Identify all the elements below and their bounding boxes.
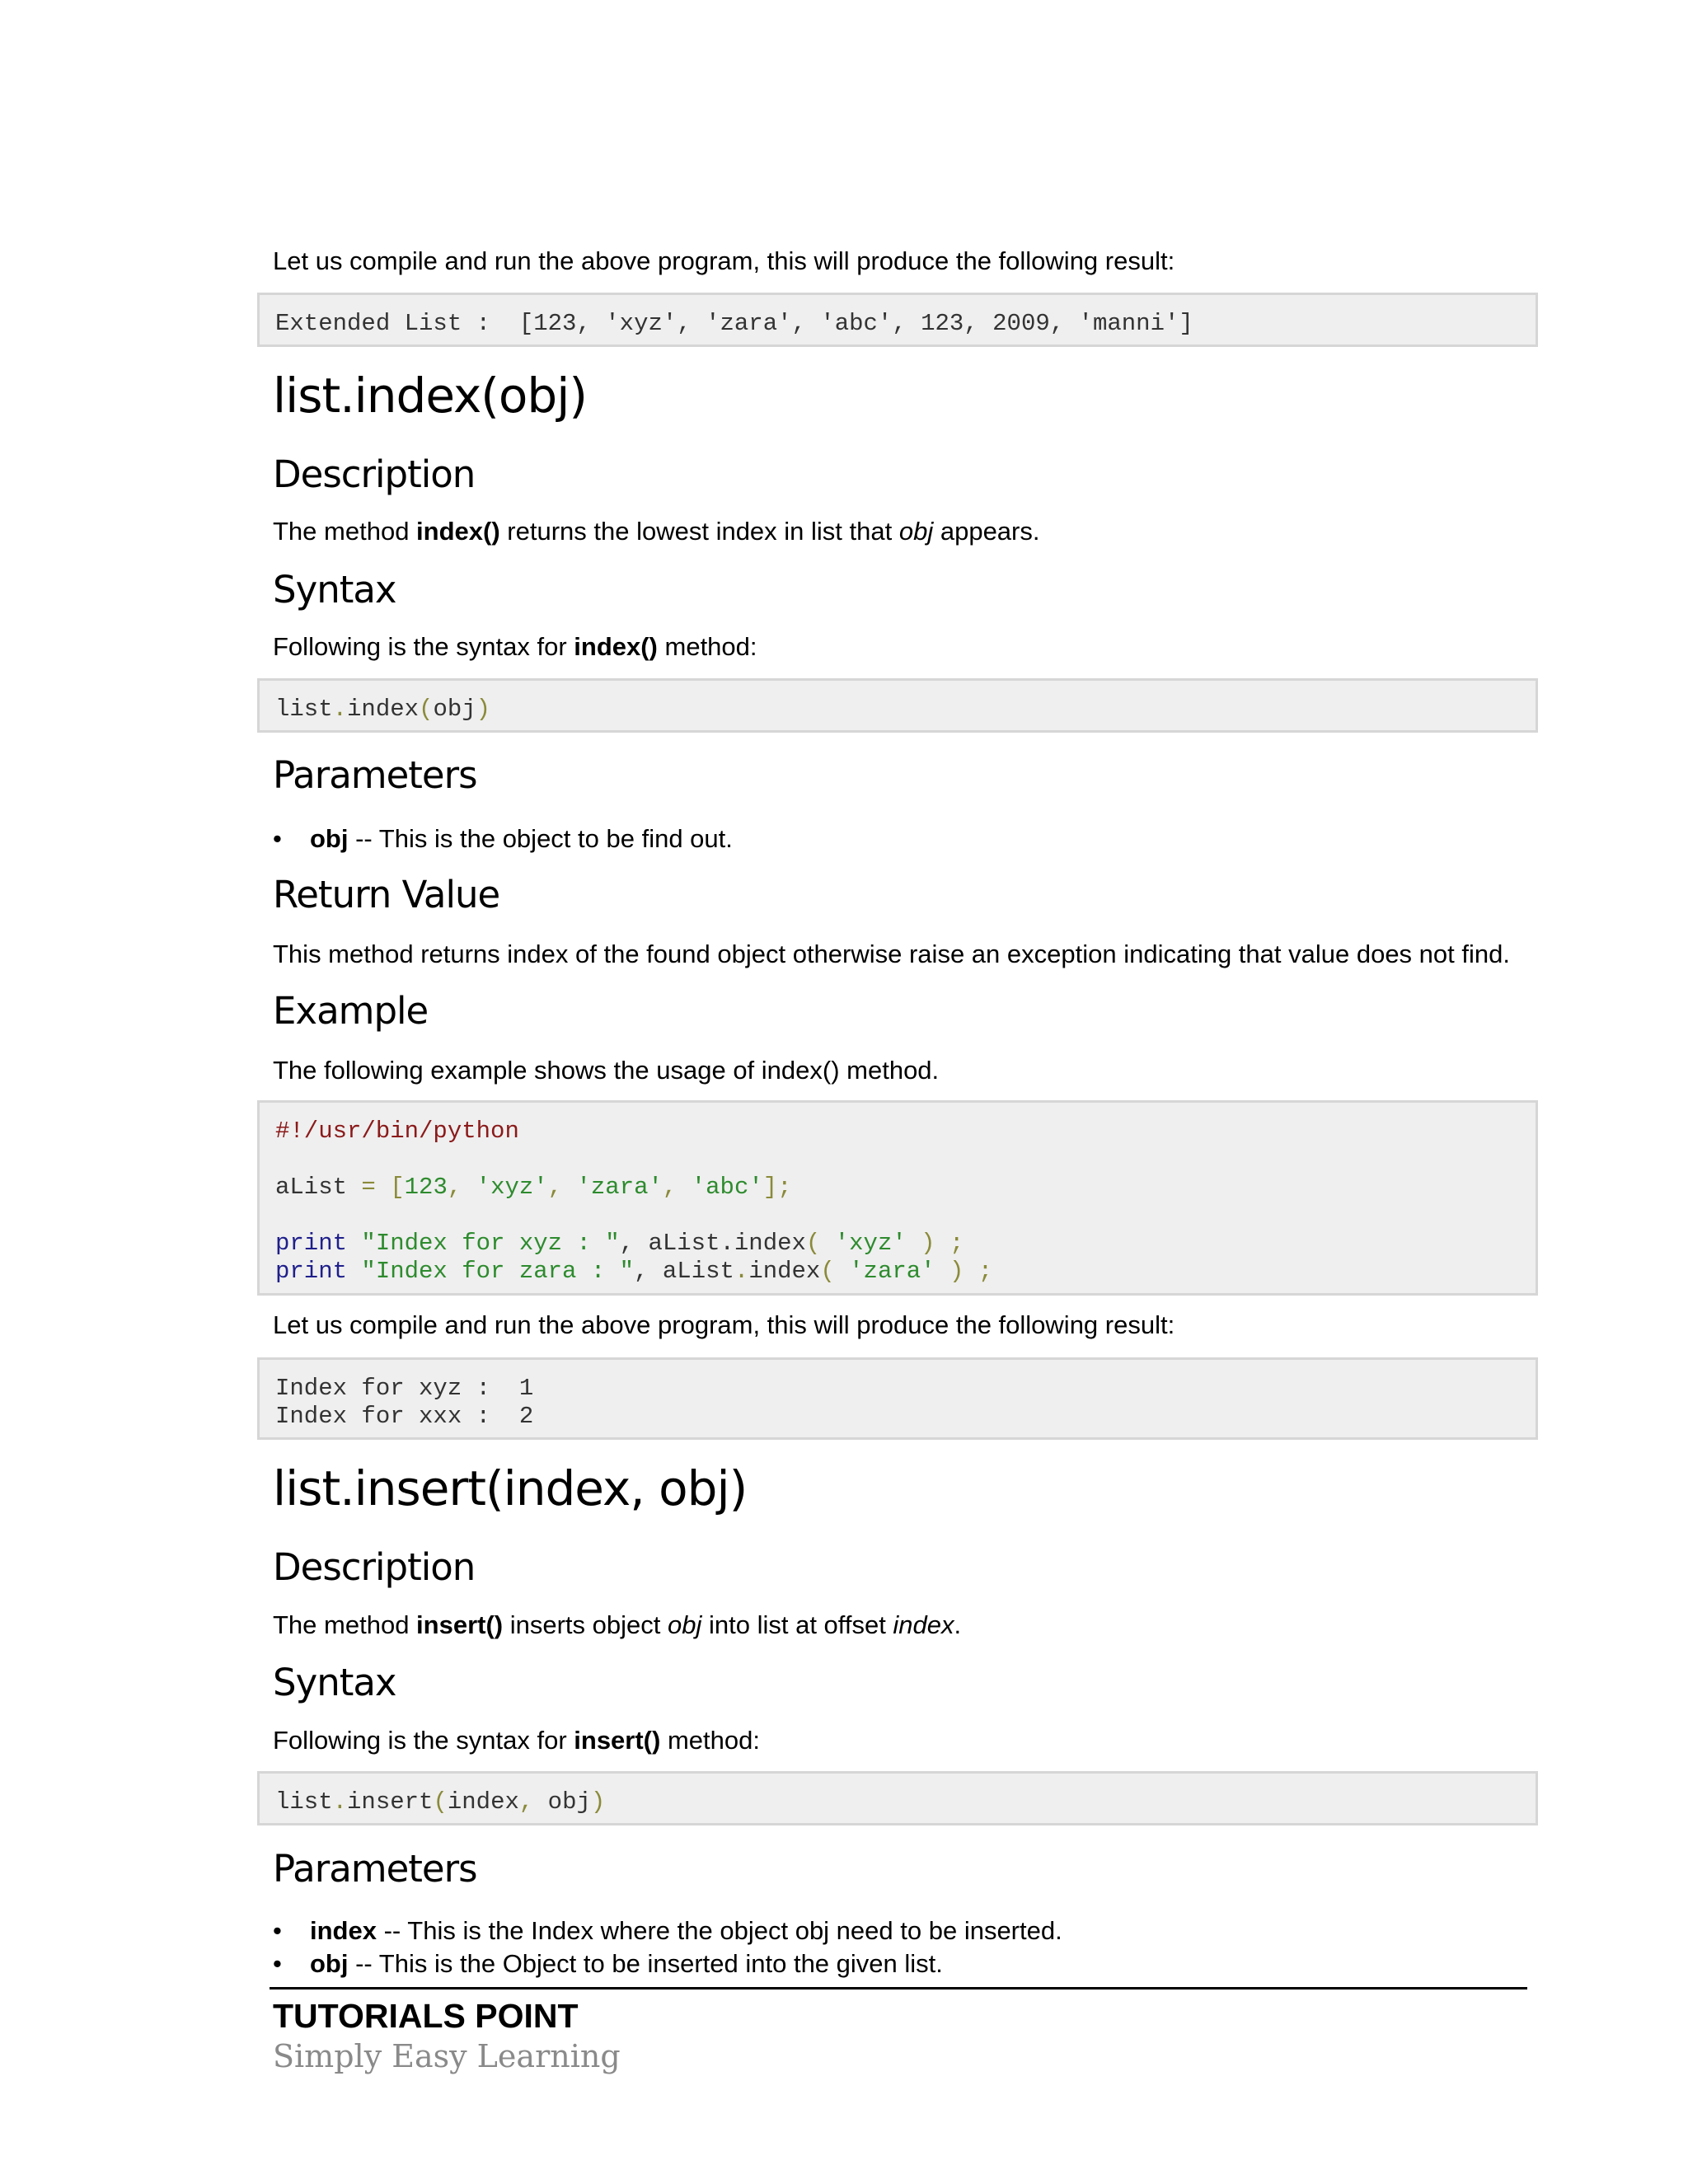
index-example-heading: Example — [273, 989, 429, 1033]
output-line: Index for xxx : 2 — [275, 1403, 534, 1430]
code-shebang-line: #!/usr/bin/python — [275, 1118, 519, 1145]
index-syntax-code-block — [257, 678, 1538, 733]
index-description-heading: Description — [273, 452, 476, 496]
code-blank-line — [275, 1146, 1536, 1174]
parameter-item: • index -- This is the Index where the object obj need to be inserted. — [273, 1916, 1062, 1945]
footer-divider — [270, 1987, 1527, 1990]
code-print-line: print "Index for xyz : ", aList.index( 'xyz' ) ; — [275, 1230, 964, 1257]
index-example-text: The following example shows the usage of index() method. — [273, 1056, 940, 1085]
index-return-text: This method returns index of the found object otherwise raise an exception indicating that value does not find. — [273, 940, 1510, 968]
parameter-item: • obj -- This is the object to be find out. — [273, 824, 733, 853]
output-line: Extended List : [123, 'xyz', 'zara', 'abc', 123, 2009, 'manni'] — [275, 310, 1193, 337]
syntax-code-line: list.insert(index, obj) — [275, 1788, 606, 1816]
insert-syntax-text: Following is the syntax for insert() method: — [273, 1726, 760, 1755]
index-return-heading: Return Value — [273, 873, 500, 916]
code-blank-line — [275, 1202, 1536, 1230]
insert-syntax-heading: Syntax — [273, 1661, 396, 1704]
index-output-block — [257, 1357, 1538, 1440]
footer-brand: TUTORIALS POINT — [273, 1997, 579, 2035]
index-syntax-text: Following is the syntax for index() method: — [273, 632, 757, 661]
index-parameters-heading: Parameters — [273, 753, 477, 797]
index-method-title: list.index(obj) — [273, 368, 587, 424]
insert-description-heading: Description — [273, 1545, 476, 1589]
index-example-code-block — [257, 1100, 1538, 1296]
result-intro-text: Let us compile and run the above program, this will produce the following result: — [273, 246, 1175, 275]
output-line: Index for xyz : 1 — [275, 1375, 534, 1402]
index-description-text: The method index() returns the lowest index in list that obj appears. — [273, 517, 1040, 546]
index-result-intro-text: Let us compile and run the above program, this will produce the following result: — [273, 1310, 1175, 1339]
insert-parameters-heading: Parameters — [273, 1847, 477, 1891]
index-syntax-heading: Syntax — [273, 568, 396, 612]
insert-parameters-list — [273, 1915, 1062, 1980]
code-print-line: print "Index for zara : ", aList.index( 'zara' ) ; — [275, 1258, 993, 1285]
code-assign-line: aList = [123, 'xyz', 'zara', 'abc']; — [275, 1174, 792, 1201]
footer-tagline: Simply Easy Learning — [273, 2038, 621, 2074]
insert-description-text: The method insert() inserts object obj into list at offset index. — [273, 1610, 962, 1639]
extended-list-output-block — [257, 293, 1538, 347]
insert-syntax-code-block — [257, 1771, 1538, 1825]
index-parameters-list — [273, 823, 733, 855]
syntax-code-line: list.index(obj) — [275, 696, 491, 723]
parameter-item: • obj -- This is the Object to be inserted into the given list. — [273, 1949, 943, 1978]
insert-method-title: list.insert(index, obj) — [273, 1460, 748, 1516]
